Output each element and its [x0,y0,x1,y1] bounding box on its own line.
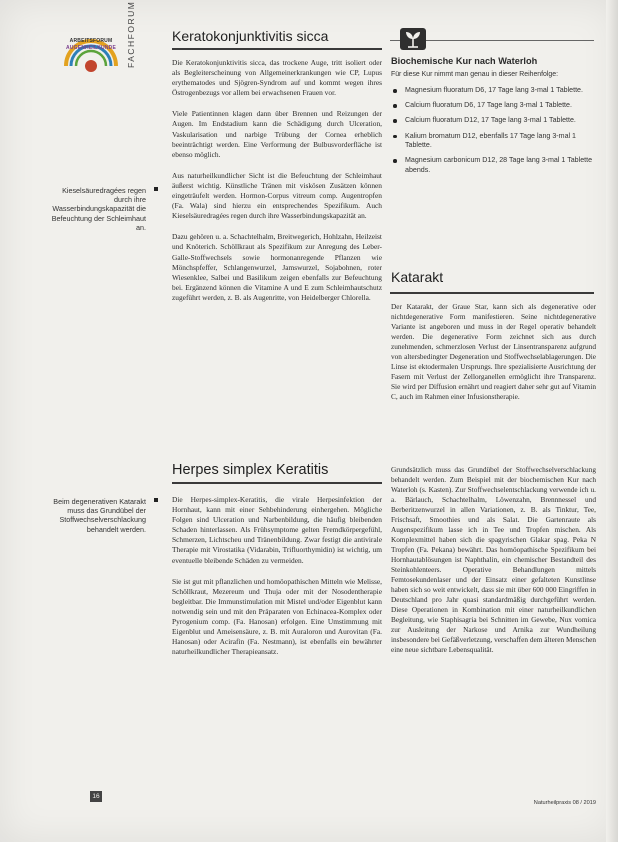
side-note-kieselsaeure: Kieselsäuredragées regen durch ihre Wasserbindungskapazität die Befeuchtung der Schleimhaut an. [51,186,146,232]
heading-rule [172,482,382,484]
heading-katarakt: Katarakt [391,269,444,285]
page-number: 16 [90,791,102,802]
scan-edge [606,0,618,842]
paragraph: Die Herpes-simplex-Keratitis, die virale Herpesinfektion der Hornhaut, kann mit einer Sehbehinderung einhergehen. Mögliche Folgen sind Ulceration und Narbenbildung, die häufig bleibenden Schaden hinterlassen. Als Frühsymptome gelten Fremdkörpergefühl, Schmerzen, Lichtscheu und Tränenbildung. Zwar festigt die antivirale Therapie mit Virostatika (Vidarabin, Trifluorthymidin) ist wichtig, um eventuelle bleibende Schäden zu vermeiden. [172,495,382,565]
logo-line-2: AUGENHEILKUNDE [65,45,117,51]
side-note-marker [154,498,158,502]
list-item: Kalium bromatum D12, ebenfalls 17 Tage lang 3-mal 1 Tablette. [391,132,596,151]
keratokonjunktivitis-body [172,58,382,314]
arbeitsforum-logo [54,26,128,72]
list-item: Calcium fluoratum D12, 17 Tage lang 3-mal 1 Tablette. [391,116,596,126]
heading-rule [172,48,382,50]
list-item: Calcium fluoratum D6, 17 Tage lang 3-mal 1 Tablette. [391,101,596,111]
list-item: Magnesium fluoratum D6, 17 Tage lang 3-mal 1 Tablette. [391,86,596,96]
paragraph: Die Keratokonjunktivitis sicca, das trockene Auge, tritt isoliert oder als Begleiterscheinung von Allgemeinerkrankungen wie CP, Lupus erythematodes und Sjögren-Syndrom auf und kommt wegen ihres Östrogenbezugs vor allem bei erwachsenen Frauen vor. [172,58,382,98]
paragraph: Viele Patientinnen klagen dann über Brennen und Reizungen der Augen. Im Endstadium kann die Schädigung durch Ulceration, Vaskularisation und narbige Trübung der Cornea erheblich beeinträchtigt werden. Eine Verformung der Bulbusvorderfläche ist ebenso möglich. [172,109,382,159]
kur-title: Biochemische Kur nach Waterloh [391,56,538,66]
plant-icon [400,28,426,50]
logo-line-1: ARBEITSFORUM [69,38,113,44]
katarakt-body-1 [391,302,596,413]
paragraph: Dazu gehören u. a. Schachtelhalm, Breitwegerich, Hohlzahn, Heilzeist und Knöterich. Schöllkraut als Spezifikum zur Anregung des Leber-Galle-Stoffwechsels sowie hormonanregende Pflanzen wie Mönchspfeffer, Schlangenwurzel, Jamswurzel, Sojabohnen, roter Wiesenklee, Salbei und Basilikum zeigen ebenfalls zur Befeuchtung bei. Ergänzend können die Vitamine A und E zum Schleimhautschutz zugeführt werden, z. B. als Augenritte, von Heidelberger Chlorella. [172,232,382,302]
footer-issue: Naturheilpraxis 08 / 2019 [533,800,596,806]
list-item: Magnesium carbonicum D12, 28 Tage lang 3-mal 1 Tablette abends. [391,156,596,175]
heading-keratokonjunktivitis: Keratokonjunktivitis sicca [172,28,329,44]
paragraph: Aus naturheilkundlicher Sicht ist die Befeuchtung der Schleimhaut äußerst wichtig. Künstliche Tränen mit viskösen Zusätzen können eingeträufelt werden. Hormon-Corpus vitreum comp. Augentropfen (Fa. Wala) sind hierzu ein entsprechendes Spezifikum. Auch Kieselsäuredragées regen durch ihre Wasserbindungskapazität an. [172,170,382,221]
side-note-katarakt: Beim degenerativen Katarakt muss das Grundübel der Stoffwechselverschlackung behandelt werden. [53,497,146,534]
herpes-body [172,495,382,668]
side-note-marker [154,187,158,191]
paragraph: Der Katarakt, der Graue Star, kann sich als degenerative oder nichtdegenerative Form manifestieren. Seine nichtdegenerative Variante ist angeboren und muss in der Regel operativ behandelt werden. Die degenerative Form zeichnet sich aus durch zunehmenden, schmerzlosen Verlust der Linsentransparenz aufgrund von altersbedingter Degeneration und Stoffwechselablagerungen. Die Linse ist ektodermalen Ursprungs. Ihre spezialisierte Ausrichtung der Fasern mit Verlust der Zellorganellen ermöglicht ihre Transparenz. Sie wird per Diffusion ernährt und reagiert daher sehr gut auf Vitamin C, auch im Rahmen einer Infusionstherapie. [391,302,596,401]
heading-herpes: Herpes simplex Keratitis [172,462,329,478]
kur-intro: Für diese Kur nimmt man genau in dieser Reihenfolge: [391,71,558,78]
section-label: FACHFORUM [126,0,136,68]
kur-list [391,86,596,181]
katarakt-body-2 [391,465,596,666]
heading-rule [390,292,594,294]
paragraph: Sie ist gut mit pflanzlichen und homöopathischen Mitteln wie Melisse, Schöllkraut, Mezereum und Thuja oder mit der Nosodentherapie begleitbar. Die Immunstimulation mit Mistel und/oder Eigenblut kann notwendig sein und mit den Präparaten von Echinacea-Komplex oder Pyrogenium comp. (Fa. Hanosan) erfolgen. Eine Umstimmung mit Eigenblut und Ameisensäure, z. B. mit Auraloron und Aurovitan (Fa. Hanosan) oder Acirafin (Fa. Nestmann), ist ebenfalls ein bewährter naturheilkundlicher Therapieansatz. [172,576,382,657]
paragraph: Grundsätzlich muss das Grundübel der Stoffwechselverschlackung behandelt werden. Zum Beispiel mit der biochemischen Kur nach Waterloh (s. Kasten). Zur Stoffwechselentschlackung verwende ich u. a. Bärlauch, Schachtelhalm, Löwenzahn, Brennnessel und Berberitzenwurzel in allen Variationen, z. B. als Tinktur, Tee, Frischsaft, Smoothies und als Salat. Die Gartenraute als Augenspezifikum lasse ich in Tee und Tropfen mischen. Als Komplexmittel haben sich die spagyrischen Glakar spag. Peka N Tropfen (Fa. Pekana) bewährt. Das homöopathische Spezifikum bei Hornhautablösungen ist Naphthalin, ein chemischer Bestandteil des Steinkohlenteers. Operative Behandlungen mittels Femtosekundenlaser und der Einsatz einer gefalteten Kunstlinse haben sich so weit entwickelt, dass sie mit über 600 000 Eingriffen in Deutschland pro Jahr quasi standardmäßig durchgeführt werden. Diese Operationen in Kombination mit einer naturheilkundlichen Begleitung, wie Staphisagria bei Schnitten im Gewebe, Nux vomica zur Ausleitung der Narkose und Arnika zur Wundheilung insbesondere bei Gefäßverletzung, verschaffen dem älteren Menschen eine neue sichtbare Lebensqualität. [391,465,596,654]
